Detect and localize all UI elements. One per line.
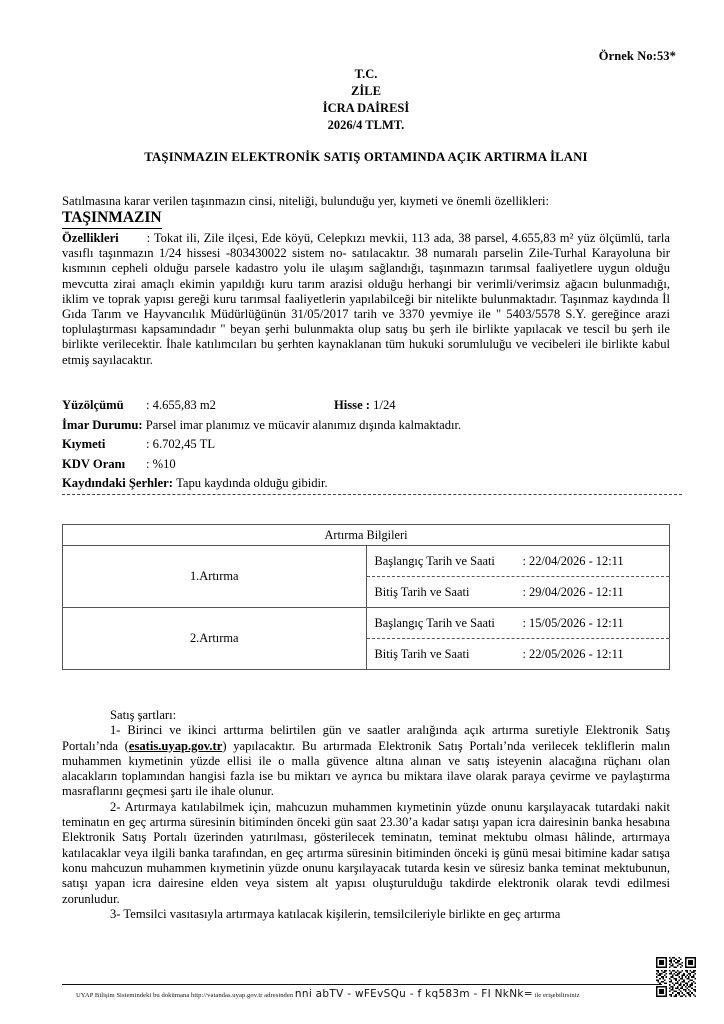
condition-item-1 — [62, 723, 670, 799]
table-header-row — [63, 525, 670, 546]
court-line-tc: T.C. — [354, 67, 378, 81]
footer-document-code: nni abTV - wFEvSQu - f kq583m - FI NkNk= — [294, 988, 533, 1000]
qr-code-svg — [656, 957, 696, 997]
condition-item-2: 2- Artırmaya katılabilmek için, mahcuzun muhammen kıymetinin yüzde onunu karşılayacak tutardaki nakit teminatın en geç artırma süresinin bitiminden önceki gün saat 23.30’a kadar satışı yapan icra dairesinin banka hesabına Elektronik Satış Portalı üzerinden yatırılması, gösterilecek teminatın, teminat mektubu olması hâlinde, artırmaya katılacaklar veya ilgili banka tarafından, en geç artırma süresinin bitiminden önceki iş günü mesai bitimine kadar satışa konu mahcuzun muhammen kıymetinin yüzde onunu karşılayacak tutarda kesin ve süresiz banka teminat mektubunun, satışı yapan icra dairesine elden veya sistem alt yapısı oluşturulduğu takdirde elektronik olarak tevdi edilmesi zorunludur. — [62, 799, 670, 906]
court-line-city: ZİLE — [351, 84, 381, 98]
round-2-dates — [367, 608, 670, 669]
round-1-dates — [367, 546, 670, 607]
round-1-end-row — [367, 577, 670, 607]
condition-1-pre: 1- Birinci ve ikinci arttırma belirtilen gün ve saatler aralığında açık artırma suretiyle Elektronik Satış Portalı’nda ( — [62, 723, 670, 753]
detail-row-zoning — [62, 416, 670, 436]
detail-row-area — [62, 396, 670, 416]
sample-number: Örnek No:53* — [598, 49, 676, 63]
annotations-value: Tapu kaydında olduğu gibidir. — [176, 476, 328, 491]
round-1-start-cell — [367, 546, 670, 577]
annotations-label: Kaydındaki Şerhler: — [62, 476, 173, 491]
round-2-end-value: : 22/05/2026 - 12:11 — [522, 646, 624, 661]
qr-code-icon — [656, 957, 696, 997]
sales-conditions — [62, 708, 670, 922]
court-header — [62, 66, 670, 134]
table-row — [63, 608, 670, 670]
auction-info-table — [62, 524, 670, 670]
court-line-office: İCRA DAİRESİ — [322, 101, 410, 115]
detail-row-value — [62, 435, 670, 455]
area-label: Yüzölçümü — [62, 398, 124, 412]
footer-divider — [62, 984, 662, 985]
round-2-start-cell — [367, 608, 670, 639]
footer-prefix: UYAP Bilişim Sistemindeki bu dokümana http://vatandas.uyap.gov.tr adresinden — [76, 992, 295, 999]
share-label: Hisse : — [333, 398, 370, 412]
table-row — [63, 546, 670, 608]
round-2-start-value: : 15/05/2026 - 12:11 — [522, 615, 624, 630]
round-1-start-row — [367, 546, 670, 577]
round-2-end-row — [367, 639, 670, 669]
property-features-paragraph — [62, 231, 670, 368]
round-1-end-value: : 29/04/2026 - 12:11 — [522, 584, 624, 599]
round-1-label: 1.Artırma — [63, 546, 367, 608]
value-value: : 6.702,45 TL — [146, 437, 216, 452]
round-2-details — [366, 608, 670, 670]
round-1-end-cell — [367, 577, 670, 607]
round-1-start-label: Başlangıç Tarih ve Saati — [374, 553, 495, 568]
footer-suffix: ile erişebilirsiniz — [532, 992, 580, 999]
condition-1-post: ) yapılacaktır. Bu artırmada Elektronik Satış Portalı’nda verilecek tekliflerin malın muhammen kıymetinin yüzde ellisi ile o malla güvence altına alınan ve satış isteyenin alacağına rüçhanı olan alacakların toplamından hangisi fazla ise bu miktarı ve ayrıca bu miktara ilave olarak paraya çevirme ve paylaştırma masraflarını geçmesi şartı ile ihale olunur. — [62, 738, 670, 799]
auction-table-title: Artırma Bilgileri — [63, 525, 670, 546]
property-features-text: : Tokat ili, Zile ilçesi, Ede köyü, Celepkızı mevkii, 113 ada, 38 parsel, 4.655,83 m² yüz ölçümlü, tarla vasıflı taşınmazın 1/24 hissesi -803430022 sistem no- satılacaktır. 38 numaralı parselin Zile-Turhal Karayoluna bir kısmının cepheli olduğu parsele kadastro yolu ile ulaşım sağlandığı, taşınmazın tarımsal faaliyetlere uygun olduğu mevcutta zirai amaçlı ekimin yapıldığı kuru tarım arazisi olduğu herhangi bir verimli/verimsiz ağacın bulunmadığı, iklim ve toprak yapısı gereği kuru tarımsal faaliyetlerin yapılabilceği bir nitelikte bulunmaktadır. Taşınmaz kaydında İl Gıda Tarım ve Hayvancılık Müdürlüğünün 31/05/2017 tarih ve 3370 yevmiye ile " 5403/5578 S.Y. gereğince arazi toplulaştırması kapsamındadır " beyan şerhi bulunmakta olup satış bu şerh ile birlikte yapılacak ve tescil bu şerh ile birlikte verilecektir. İhale katılımcıları bu şerhten kaynaklanan tüm hukuki sorumluluğu ve vecibeleri ile birlikte kabul etmiş sayılacaktır. — [62, 231, 670, 367]
area-value: : 4.655,83 m2 — [146, 398, 216, 412]
conditions-heading: Satış şartları: — [110, 708, 177, 722]
round-2-label: 2.Artırma — [63, 608, 367, 670]
esatis-portal-link[interactable]: esatis.uyap.gov.tr — [128, 738, 223, 753]
round-2-start-label: Başlangıç Tarih ve Saati — [374, 615, 495, 630]
vat-value: : %10 — [146, 456, 176, 471]
round-2-end-label: Bitiş Tarih ve Saati — [374, 646, 470, 661]
zoning-value: Parsel imar planımız ve mücavir alanımız dışında kalmaktadır. — [145, 417, 462, 432]
property-features-label: Özellikleri — [62, 231, 119, 245]
condition-item-3: 3- Temsilci vasıtasıyla artırmaya katılacak kişilerin, temsilcileriyle birlikte en geç artırma — [110, 906, 561, 921]
intro-text: Satılmasına karar verilen taşınmazın cinsi, niteliği, bulunduğu yer, kıymeti ve önemli özellikleri: — [62, 194, 550, 208]
zoning-label: İmar Durumu: — [62, 417, 143, 432]
court-line-case-no: 2026/4 TLMT. — [327, 118, 405, 132]
round-1-start-value: : 22/04/2026 - 12:11 — [522, 553, 624, 568]
round-1-end-label: Bitiş Tarih ve Saati — [374, 584, 470, 599]
page-title: TAŞINMAZIN ELEKTRONİK SATIŞ ORTAMINDA AÇIK ARTIRMA İLANI — [144, 150, 588, 164]
detail-row-vat — [62, 455, 670, 475]
property-detail-list — [62, 396, 670, 494]
footer-verification-text — [76, 988, 580, 1000]
detail-row-annotations — [62, 474, 670, 494]
section-divider — [62, 494, 682, 495]
round-1-details — [366, 546, 670, 608]
round-2-end-cell — [367, 639, 670, 669]
subject-heading: TAŞINMAZIN — [62, 209, 162, 229]
vat-label: KDV Oranı — [62, 456, 126, 471]
round-2-start-row — [367, 608, 670, 639]
value-label: Kıymeti — [62, 437, 106, 452]
share-value: 1/24 — [373, 398, 396, 412]
